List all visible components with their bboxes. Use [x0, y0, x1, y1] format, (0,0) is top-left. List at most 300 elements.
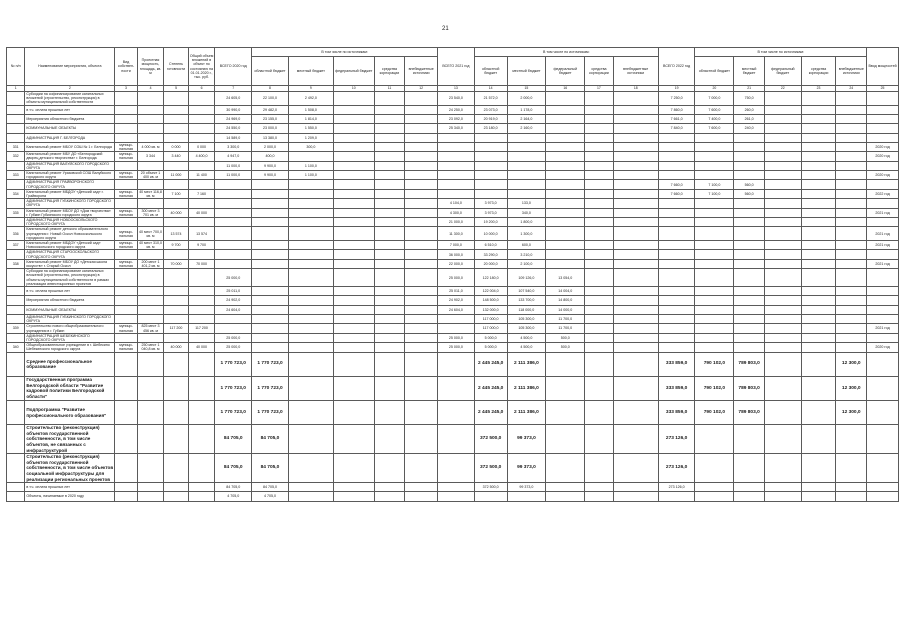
- object-name-cell: Субсидии на софинансирование капитальных вложений (строительство, реконструкция) в объекты муниципальной собственности: [25, 92, 115, 106]
- local-2022-cell: 7 100,0: [695, 180, 734, 189]
- extrabudget-2020-cell: [405, 250, 438, 259]
- local-2022-cell: [695, 142, 734, 151]
- regional-2020-cell: 1 770 723,0: [252, 400, 289, 424]
- ownership-cell: [115, 492, 137, 501]
- federal-2022-cell: [734, 324, 765, 333]
- prior-investment-cell: [188, 114, 215, 123]
- extrabudget-2020-cell: [405, 259, 438, 268]
- corporation-2020-cell: [374, 227, 405, 241]
- total-2022-cell: [613, 287, 658, 296]
- total-2021-cell: [438, 454, 475, 483]
- reserve-cell: [836, 241, 867, 250]
- total-2020-cell: 24 969,0: [215, 114, 252, 123]
- federal-2021-cell: [546, 483, 585, 492]
- extrabudget-2020-cell: [405, 400, 438, 424]
- regional-2022-cell: [658, 287, 695, 296]
- corporation-2021-cell: [585, 314, 614, 323]
- extrabudget-2022-cell: [801, 105, 836, 114]
- corporation-2021-cell: [585, 250, 614, 259]
- total-2020-cell: [215, 208, 252, 217]
- readiness-cell: [164, 400, 189, 424]
- federal-2022-cell: 789 803,0: [734, 376, 765, 400]
- column-number: 18: [613, 86, 658, 92]
- corporation-2022-cell: [764, 189, 801, 198]
- corporation-2020-cell: [374, 218, 405, 227]
- table-row: [7, 92, 899, 106]
- capacity-cell: [137, 133, 164, 142]
- local-2021-cell: [507, 180, 546, 189]
- extrabudget-2022-cell: [801, 287, 836, 296]
- regional-2021-cell: [474, 189, 507, 198]
- federal-2022-cell: 789 803,0: [734, 400, 765, 424]
- object-name-cell: АДМИНИСТРАЦИЯ ВАЛУЙСКОГО ГОРОДСКОГО ОКРУГА: [25, 161, 115, 170]
- local-2022-cell: [695, 199, 734, 208]
- sub-header-2022-local: местный бюджет: [734, 57, 765, 86]
- readiness-cell: [164, 199, 189, 208]
- group-header-2022: В том числе по источникам:: [695, 48, 867, 57]
- federal-2020-cell: [333, 287, 374, 296]
- corporation-2022-cell: [764, 133, 801, 142]
- column-number: 4: [137, 86, 164, 92]
- local-2022-cell: [695, 483, 734, 492]
- corporation-2022-cell: [764, 142, 801, 151]
- capacity-cell: [137, 400, 164, 424]
- local-2020-cell: [288, 241, 333, 250]
- prior-investment-cell: [188, 269, 215, 287]
- total-2020-cell: 11 000,0: [215, 161, 252, 170]
- table-body: [7, 92, 899, 502]
- corporation-2022-cell: [764, 483, 801, 492]
- capacity-cell: 300 мест 3 701 кв. м: [137, 208, 164, 217]
- regional-2020-cell: 84 705,0: [252, 483, 289, 492]
- readiness-cell: 11 000: [164, 171, 189, 180]
- regional-2022-cell: 273 126,0: [658, 483, 695, 492]
- local-2022-cell: [695, 161, 734, 170]
- total-2021-cell: 4 104,0: [438, 199, 475, 208]
- extrabudget-2020-cell: [405, 333, 438, 342]
- total-2022-cell: [613, 343, 658, 352]
- corporation-2022-cell: [764, 208, 801, 217]
- total-2020-cell: 14 589,0: [215, 133, 252, 142]
- regional-2020-cell: [252, 269, 289, 287]
- local-2022-cell: [695, 241, 734, 250]
- corporation-2021-cell: [585, 400, 614, 424]
- corporation-2021-cell: [585, 171, 614, 180]
- prior-investment-cell: [188, 218, 215, 227]
- federal-2020-cell: [333, 241, 374, 250]
- readiness-cell: [164, 180, 189, 189]
- regional-2020-cell: [252, 227, 289, 241]
- sub-header-2021-extrabudget: внебюджетные источники: [613, 57, 658, 86]
- federal-2020-cell: [333, 199, 374, 208]
- federal-2021-cell: [546, 241, 585, 250]
- corporation-2020-cell: [374, 208, 405, 217]
- regional-2021-cell: 5 000,0: [474, 333, 507, 342]
- local-2022-cell: 790 102,0: [695, 376, 734, 400]
- federal-2020-cell: [333, 259, 374, 268]
- regional-2021-cell: 23 180,0: [474, 124, 507, 133]
- capacity-cell: [137, 483, 164, 492]
- prior-investment-cell: [188, 250, 215, 259]
- corporation-2020-cell: [374, 241, 405, 250]
- object-name-cell: Капитальный ремонт Уразовской СОШ Валуйского городского округа: [25, 171, 115, 180]
- total-2022-cell: [613, 92, 658, 106]
- corporation-2020-cell: [374, 425, 405, 454]
- federal-2022-cell: [734, 333, 765, 342]
- column-number: 20: [695, 86, 734, 92]
- ownership-cell: муници-пальная: [115, 142, 137, 151]
- corporation-2022-cell: [764, 425, 801, 454]
- extrabudget-2022-cell: [801, 161, 836, 170]
- federal-2022-cell: 261,0: [734, 114, 765, 123]
- local-2020-cell: [288, 376, 333, 400]
- capacity-cell: [137, 352, 164, 376]
- corporation-2021-cell: [585, 189, 614, 198]
- capacity-cell: [137, 492, 164, 501]
- table-row: [7, 400, 899, 424]
- object-name-cell: Мероприятия областного бюджета: [25, 114, 115, 123]
- regional-2021-cell: [474, 180, 507, 189]
- col-header-capacity-start: Ввод мощностей: [867, 48, 899, 86]
- extrabudget-2022-cell: [801, 483, 836, 492]
- local-2020-cell: [288, 259, 333, 268]
- corporation-2020-cell: [374, 161, 405, 170]
- regional-2020-cell: 23 155,0: [252, 114, 289, 123]
- readiness-cell: [164, 218, 189, 227]
- regional-2020-cell: [252, 180, 289, 189]
- sub-header-2020-extrabudget: внебюджетные источники: [405, 57, 438, 86]
- extrabudget-2020-cell: [405, 114, 438, 123]
- total-2020-cell: 4 705,0: [215, 492, 252, 501]
- local-2022-cell: [695, 305, 734, 314]
- federal-2022-cell: [734, 250, 765, 259]
- prior-investment-cell: 117 200: [188, 324, 215, 333]
- regional-2021-cell: 5 000,0: [474, 343, 507, 352]
- sub-header-2021-federal: федеральный бюджет: [546, 57, 585, 86]
- federal-2020-cell: [333, 208, 374, 217]
- corporation-2020-cell: [374, 171, 405, 180]
- regional-2020-cell: [252, 343, 289, 352]
- local-2021-cell: 2 100,0: [507, 259, 546, 268]
- regional-2021-cell: 19 200,0: [474, 218, 507, 227]
- federal-2022-cell: 789 803,0: [734, 352, 765, 376]
- table-row: [7, 218, 899, 227]
- extrabudget-2020-cell: [405, 199, 438, 208]
- reserve-cell: [836, 343, 867, 352]
- corporation-2021-cell: [585, 241, 614, 250]
- total-2021-cell: [438, 352, 475, 376]
- total-2021-cell: 25 000,0: [438, 333, 475, 342]
- extrabudget-2022-cell: [801, 124, 836, 133]
- capacity-cell: 40 мест 310,0 кв. м: [139, 241, 162, 250]
- object-name-cell: Государственная программа Белгородской области "Развитие кадровой политики Белгородской области": [25, 376, 115, 400]
- regional-2022-cell: [658, 343, 695, 352]
- local-2021-cell: 1 300,0: [507, 227, 546, 241]
- regional-2020-cell: 9 900,0: [252, 171, 289, 180]
- total-2022-cell: [613, 314, 658, 323]
- extrabudget-2020-cell: [405, 171, 438, 180]
- corporation-2020-cell: [374, 376, 405, 400]
- object-name-cell: Строительство (реконструкция) объектов государственной собственности, в том числе объектов, не связанных с инфраструктурой: [25, 425, 115, 454]
- readiness-cell: 40 000: [164, 343, 189, 352]
- extrabudget-2022-cell: [801, 454, 836, 483]
- federal-2022-cell: [734, 343, 765, 352]
- corporation-2021-cell: [585, 324, 614, 333]
- capacity-start-cell: 2022 год: [867, 189, 899, 198]
- capacity-start-cell: [867, 92, 899, 106]
- capacity-cell: [137, 124, 164, 133]
- readiness-cell: 117 200: [164, 324, 189, 333]
- ownership-cell: муници-пальная: [115, 324, 137, 333]
- corporation-2020-cell: [374, 400, 405, 424]
- capacity-start-cell: [867, 161, 899, 170]
- sub-header-2021-regional: областной бюджет: [474, 57, 507, 86]
- row-number-cell: 334: [7, 189, 25, 198]
- regional-2021-cell: [474, 492, 507, 501]
- total-2022-cell: [613, 492, 658, 501]
- local-2021-cell: 133,0: [507, 199, 546, 208]
- local-2020-cell: [288, 314, 333, 323]
- local-2022-cell: [695, 454, 734, 483]
- total-2022-cell: [613, 218, 658, 227]
- local-2020-cell: 1 550,0: [288, 124, 333, 133]
- corporation-2022-cell: [764, 241, 801, 250]
- local-2021-cell: 2 111 386,0: [507, 400, 546, 424]
- local-2021-cell: [507, 171, 546, 180]
- capacity-cell: [137, 425, 164, 454]
- ownership-cell: [115, 199, 137, 208]
- corporation-2020-cell: [374, 142, 405, 151]
- readiness-cell: [164, 483, 189, 492]
- federal-2020-cell: [333, 314, 374, 323]
- federal-2021-cell: [546, 400, 585, 424]
- total-2020-cell: 3 300,0: [215, 142, 252, 151]
- corporation-2022-cell: [764, 250, 801, 259]
- prior-investment-cell: [188, 333, 215, 342]
- prior-investment-cell: 9 700: [188, 241, 215, 250]
- reserve-cell: [836, 105, 867, 114]
- reserve-cell: [836, 92, 867, 106]
- row-number-cell: 336: [7, 227, 25, 241]
- federal-2020-cell: [333, 142, 374, 151]
- row-number-cell: 332: [7, 152, 25, 161]
- column-number: 21: [734, 86, 765, 92]
- federal-2020-cell: [333, 189, 374, 198]
- extrabudget-2020-cell: [405, 133, 438, 142]
- regional-2022-cell: [658, 324, 695, 333]
- sub-header-2021-corporation: средства корпорации: [585, 57, 614, 86]
- reserve-cell: [836, 218, 867, 227]
- object-name-cell: Капитальный ремонт детского образовательного учреждения г. Новый Оскол Новооскольского городского округа: [25, 227, 115, 241]
- regional-2020-cell: 1 770 723,0: [252, 376, 289, 400]
- regional-2021-cell: 3 973,0: [474, 208, 507, 217]
- object-name-cell: АДМИНИСТРАЦИЯ Г. БЕЛГОРОДА: [25, 133, 115, 142]
- regional-2022-cell: [658, 171, 695, 180]
- ownership-cell: [115, 133, 137, 142]
- ownership-cell: муници-пальная: [115, 343, 137, 352]
- local-2022-cell: 7 100,0: [695, 189, 734, 198]
- column-number: 22: [764, 86, 801, 92]
- readiness-cell: [164, 492, 189, 501]
- local-2020-cell: [288, 324, 333, 333]
- prior-investment-cell: 40 000: [188, 208, 215, 217]
- regional-2022-cell: [658, 296, 695, 305]
- extrabudget-2022-cell: [801, 218, 836, 227]
- total-2022-cell: [613, 376, 658, 400]
- corporation-2021-cell: [585, 333, 614, 342]
- ownership-cell: муници-пальная: [115, 171, 137, 180]
- group-header-2020: В том числе по источникам:: [252, 48, 438, 57]
- corporation-2022-cell: [764, 352, 801, 376]
- local-2022-cell: [695, 171, 734, 180]
- local-2021-cell: 2 160,0: [507, 124, 546, 133]
- regional-2022-cell: 273 126,0: [658, 425, 695, 454]
- local-2022-cell: 7 600,0: [695, 124, 734, 133]
- local-2022-cell: 7 600,0: [695, 105, 734, 114]
- row-number-cell: [7, 161, 25, 170]
- table-row: [7, 124, 899, 133]
- federal-2021-cell: 14 800,0: [546, 296, 585, 305]
- object-name-cell: в т.ч. оплата прошлых лет: [25, 287, 115, 296]
- federal-2021-cell: [546, 92, 585, 106]
- table-row: [7, 180, 899, 189]
- capacity-cell: 4 000 кв. м: [137, 142, 164, 151]
- capacity-cell: 200 мест 1 401,2 кв. м: [137, 259, 164, 268]
- total-2022-cell: [613, 199, 658, 208]
- corporation-2021-cell: [585, 296, 614, 305]
- total-2020-cell: 1 770 723,0: [215, 352, 252, 376]
- local-2022-cell: [695, 152, 734, 161]
- capacity-start-cell: 2021 год: [867, 324, 899, 333]
- regional-2021-cell: 132 000,0: [474, 305, 507, 314]
- capacity-start-cell: 2021 год: [867, 241, 899, 250]
- local-2021-cell: [507, 152, 546, 161]
- federal-2022-cell: [734, 208, 765, 217]
- federal-2022-cell: [734, 259, 765, 268]
- total-2022-cell: [613, 400, 658, 424]
- local-2020-cell: 2 492,0: [288, 92, 333, 106]
- total-2020-cell: 84 705,0: [215, 454, 252, 483]
- corporation-2021-cell: [585, 105, 614, 114]
- total-2020-cell: 24 605,0: [215, 92, 252, 106]
- federal-2021-cell: [546, 142, 585, 151]
- regional-2021-cell: 148 500,0: [474, 296, 507, 305]
- regional-2022-cell: [658, 305, 695, 314]
- federal-2020-cell: [333, 454, 374, 483]
- local-2020-cell: [288, 492, 333, 501]
- prior-investment-cell: [188, 425, 215, 454]
- extrabudget-2022-cell: [801, 296, 836, 305]
- prior-investment-cell: [188, 133, 215, 142]
- total-2021-cell: 24 250,0: [438, 105, 475, 114]
- regional-2021-cell: [474, 142, 507, 151]
- federal-2021-cell: [546, 250, 585, 259]
- total-2021-cell: 11 300,0: [438, 227, 475, 241]
- total-2021-cell: 24 604,0: [438, 305, 475, 314]
- corporation-2020-cell: [374, 259, 405, 268]
- local-2021-cell: 105 300,0: [507, 314, 546, 323]
- ownership-cell: [115, 425, 137, 454]
- reserve-cell: [836, 208, 867, 217]
- extrabudget-2022-cell: [801, 189, 836, 198]
- reserve-cell: [836, 314, 867, 323]
- table-row: [7, 454, 899, 483]
- regional-2021-cell: 33 290,0: [474, 250, 507, 259]
- regional-2021-cell: 23 073,0: [474, 105, 507, 114]
- corporation-2021-cell: [585, 92, 614, 106]
- extrabudget-2020-cell: [405, 425, 438, 454]
- object-name-cell: Подпрограмма "Развитие профессионального образования": [25, 400, 115, 424]
- total-2022-cell: [613, 208, 658, 217]
- regional-2021-cell: 20 919,0: [474, 114, 507, 123]
- regional-2021-cell: 2 445 245,0: [474, 400, 507, 424]
- table-row: [7, 199, 899, 208]
- object-name-cell: Объекты, начинаемые в 2020 году: [25, 492, 115, 501]
- corporation-2020-cell: [374, 483, 405, 492]
- ownership-cell: [115, 114, 137, 123]
- ownership-cell: [115, 483, 137, 492]
- extrabudget-2020-cell: [405, 454, 438, 483]
- regional-2022-cell: 333 859,0: [658, 376, 695, 400]
- local-2021-cell: 109 126,0: [507, 269, 546, 287]
- corporation-2022-cell: [764, 324, 801, 333]
- sub-header-2022-federal: федеральный бюджет: [764, 57, 801, 86]
- regional-2021-cell: [474, 152, 507, 161]
- federal-2022-cell: [734, 305, 765, 314]
- capacity-start-cell: [867, 492, 899, 501]
- capacity-cell: [137, 218, 164, 227]
- readiness-cell: [164, 124, 189, 133]
- capacity-cell: 3 344: [137, 152, 164, 161]
- column-number: 23: [801, 86, 836, 92]
- local-2022-cell: [695, 324, 734, 333]
- readiness-cell: 70 000: [164, 259, 189, 268]
- total-2020-cell: 25 011,0: [215, 287, 252, 296]
- corporation-2021-cell: [585, 114, 614, 123]
- federal-2020-cell: [333, 171, 374, 180]
- prior-investment-cell: [188, 352, 215, 376]
- reserve-cell: [836, 180, 867, 189]
- regional-2020-cell: [252, 324, 289, 333]
- regional-2022-cell: [658, 227, 695, 241]
- capacity-cell: 40 мест 116,8 кв. м: [139, 189, 162, 199]
- federal-2020-cell: [333, 305, 374, 314]
- corporation-2021-cell: [585, 218, 614, 227]
- total-2022-cell: [613, 333, 658, 342]
- local-2020-cell: [288, 454, 333, 483]
- total-2021-cell: 25 340,0: [438, 124, 475, 133]
- total-2022-cell: [613, 269, 658, 287]
- extrabudget-2022-cell: [801, 269, 836, 287]
- local-2021-cell: 3 210,0: [507, 250, 546, 259]
- corporation-2021-cell: [585, 483, 614, 492]
- table-row: [7, 314, 899, 323]
- corporation-2021-cell: [585, 352, 614, 376]
- total-2022-cell: [613, 114, 658, 123]
- local-2020-cell: [288, 250, 333, 259]
- total-2021-cell: 21 000,0: [438, 218, 475, 227]
- row-number-cell: [7, 314, 25, 323]
- corporation-2022-cell: [764, 199, 801, 208]
- readiness-cell: 7 100: [164, 189, 189, 198]
- regional-2021-cell: 6 510,0: [474, 241, 507, 250]
- federal-2021-cell: [546, 180, 585, 189]
- regional-2020-cell: 84 705,0: [252, 454, 289, 483]
- reserve-cell: [836, 189, 867, 198]
- readiness-cell: [164, 425, 189, 454]
- corporation-2022-cell: [764, 343, 801, 352]
- total-2021-cell: [438, 133, 475, 142]
